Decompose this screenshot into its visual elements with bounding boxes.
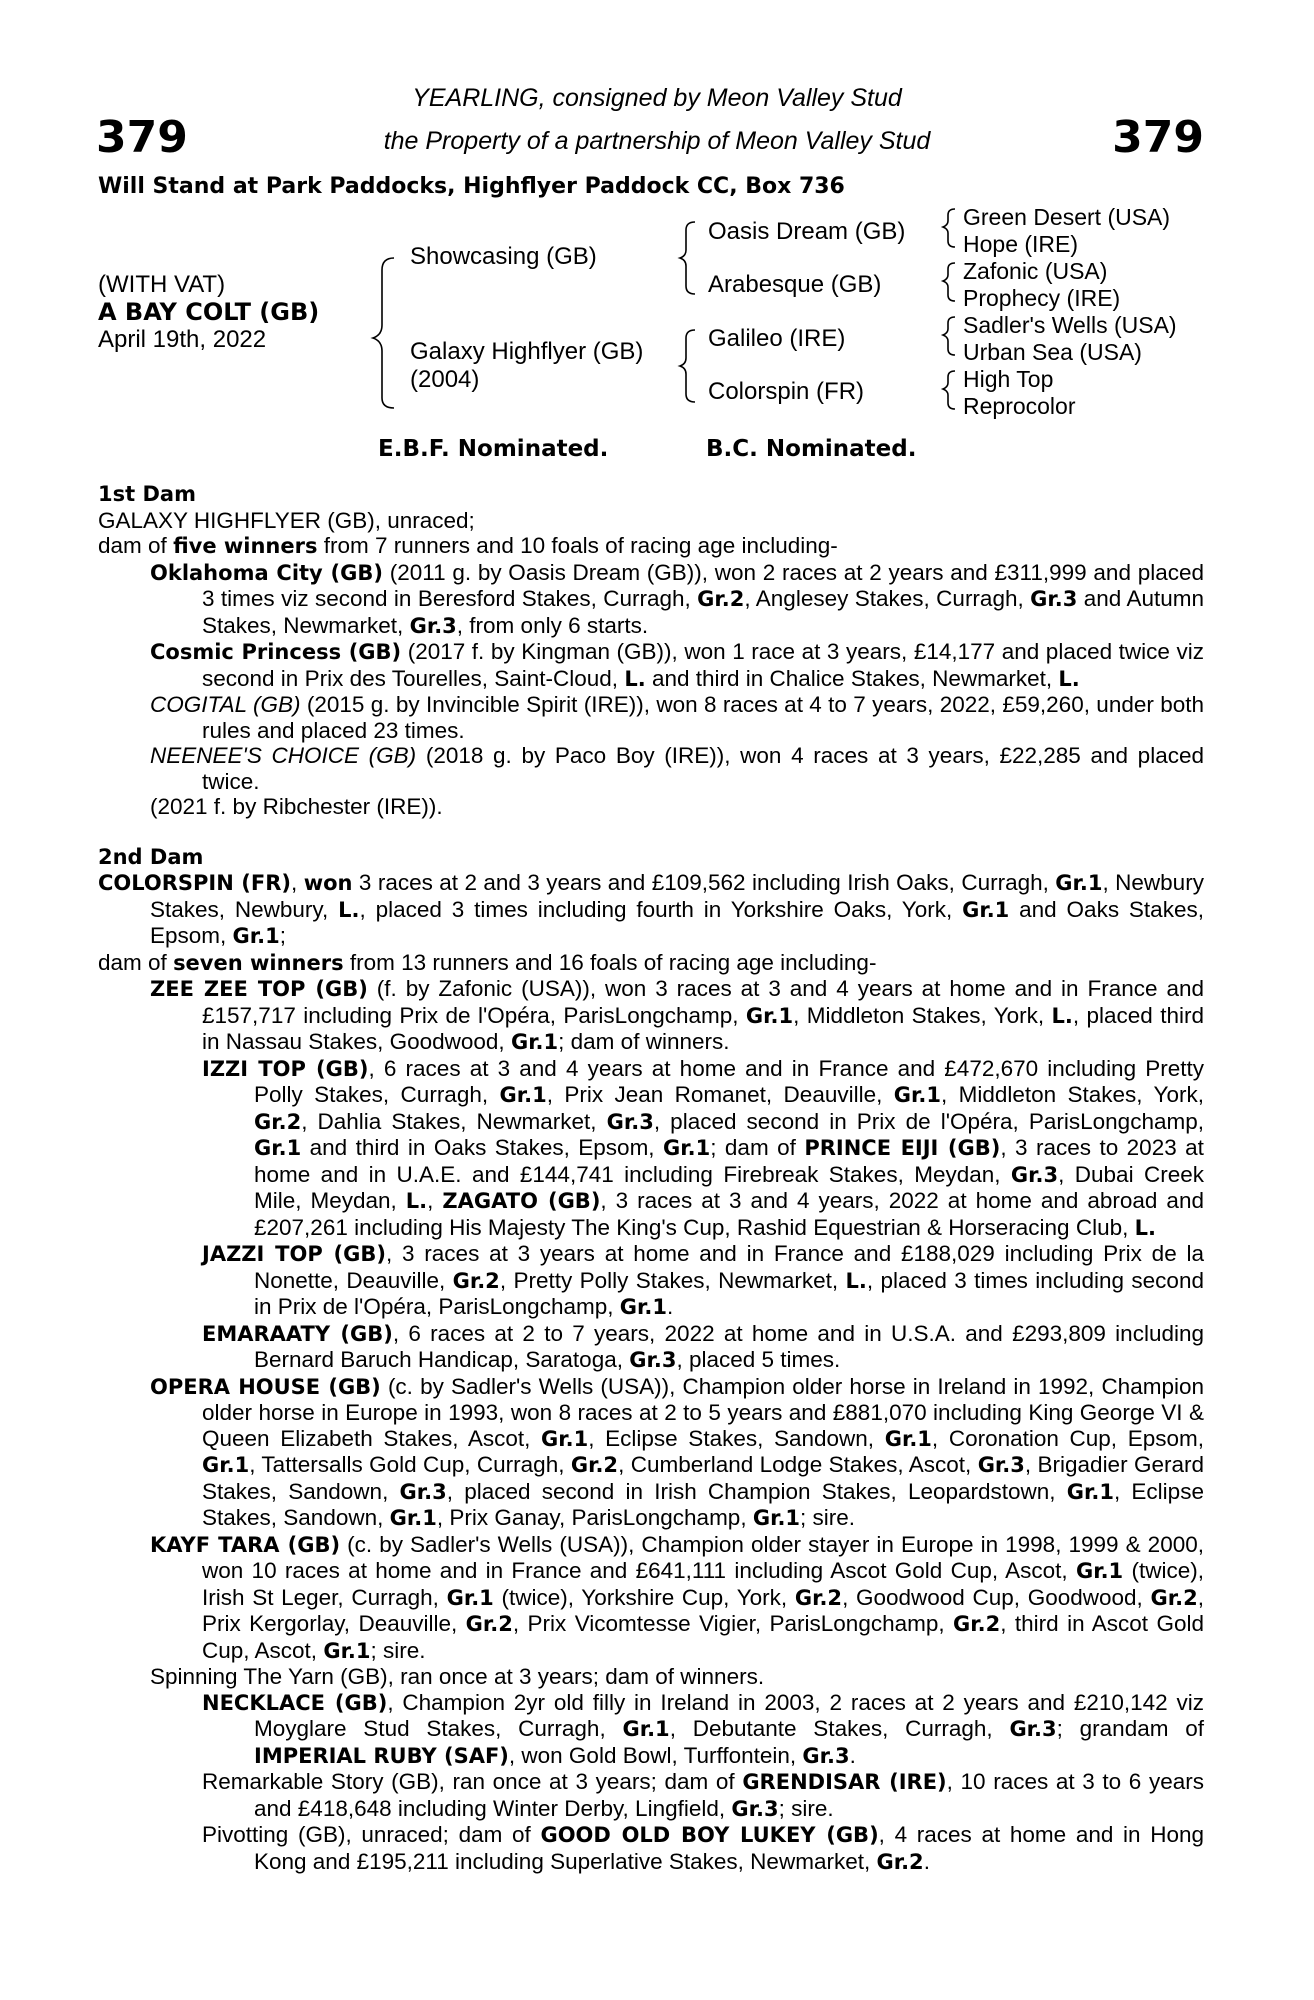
progeny-neenees-choice: NEENEE'S CHOICE (GB) (2018 g. by Paco Boy (IRE)), won 4 races at 3 years, £22,285 and placed twice. xyxy=(150,743,1204,794)
pedigree-dam-year: (2004) xyxy=(410,366,480,393)
progeny-jazzi-top: JAZZI TOP (GB), 3 races at 3 years at home and in France and £188,029 including Prix de la Nonette, Deauville, Gr.2, Pretty Polly Stakes, Newmarket, L., placed 3 times including second in Prix de l'Opéra, ParisLongchamp, Gr.1. xyxy=(202,1241,1204,1319)
consignment-line-2: the Property of a partnership of Meon Valley Stud xyxy=(383,127,931,155)
progeny-2021-filly: (2021 f. by Ribchester (IRE)). xyxy=(150,794,443,819)
catalogue-body xyxy=(98,482,1204,1875)
pedigree-ggp-8: Reprocolor xyxy=(963,393,1076,419)
pedigree-granddam-2: Colorspin (FR) xyxy=(708,378,865,405)
consignment-line-1: YEARLING, consigned by Meon Valley Stud xyxy=(412,84,902,112)
first-dam-heading: 1st Dam xyxy=(98,482,196,506)
first-dam-intro: GALAXY HIGHFLYER (GB), unraced; xyxy=(98,507,475,533)
progeny-spinning-the-yarn: Spinning The Yarn (GB), ran once at 3 years; dam of winners. xyxy=(150,1664,765,1689)
lot-number-left: 379 xyxy=(96,112,188,163)
progeny-zee-zee-top: ZEE ZEE TOP (GB) (f. by Zafonic (USA)), won 3 races at 3 and 4 years at home and in France and £157,717 including Prix de l'Opéra, ParisLongchamp, Gr.1, Middleton Stakes, York, L., placed third in Nassau Stakes, Goodwood, Gr.1; dam of winners. xyxy=(150,976,1204,1054)
pedigree-grandsire-1: Oasis Dream (GB) xyxy=(708,218,906,245)
pedigree-ggp-3: Zafonic (USA) xyxy=(963,258,1108,284)
vat-note: (WITH VAT) xyxy=(98,271,226,298)
pedigree-dam: Galaxy Highflyer (GB) xyxy=(410,338,644,365)
pedigree-ggp-5: Sadler's Wells (USA) xyxy=(963,312,1177,338)
bracket-ggp-4 xyxy=(943,371,955,409)
bracket-sire xyxy=(680,222,695,294)
bracket-ggp-3 xyxy=(943,317,955,355)
ebf-nominated: E.B.F. Nominated. xyxy=(378,436,609,462)
pedigree-ggp-2: Hope (IRE) xyxy=(963,231,1079,257)
lot-number-right: 379 xyxy=(1112,112,1204,163)
progeny-kayf-tara: KAYF TARA (GB) (c. by Sadler's Wells (USA)), Champion older stayer in Europe in 1998, 1999 & 2000, won 10 races at home and in France and £641,111 including Ascot Gold Cup, Ascot, Gr.1 (twice), Irish St Leger, Curragh, Gr.1 (twice), Yorkshire Cup, York, Gr.2, Goodwood Cup, Goodwood, Gr.2, Prix Kergorlay, Deauville, Gr.2, Prix Vicomtesse Vigier, ParisLongchamp, Gr.2, third in Ascot Gold Cup, Ascot, Gr.1; sire. xyxy=(150,1531,1204,1663)
progeny-pivotting: Pivotting (GB), unraced; dam of GOOD OLD BOY LUKEY (GB), 4 races at home and in Hong Kong and £195,211 including Superlative Stakes, Newmarket, Gr.2. xyxy=(202,1822,1204,1874)
pedigree-brackets xyxy=(0,0,1314,450)
bracket-ggp-1 xyxy=(943,209,955,247)
second-dam-record: dam of seven winners from 13 runners and 16 foals of racing age including- xyxy=(98,949,877,975)
pedigree-ggp-6: Urban Sea (USA) xyxy=(963,339,1142,365)
pedigree-ggp-1: Green Desert (USA) xyxy=(963,204,1171,230)
bracket-large xyxy=(373,258,394,408)
pedigree-grandsire-2: Galileo (IRE) xyxy=(708,325,846,352)
pedigree-ggp-4: Prophecy (IRE) xyxy=(963,285,1121,311)
pedigree-granddam-1: Arabesque (GB) xyxy=(708,271,882,298)
foaling-date: April 19th, 2022 xyxy=(98,326,267,353)
first-dam-record: dam of five winners from 7 runners and 10 foals of racing age including- xyxy=(98,533,838,558)
bracket-dam xyxy=(680,330,695,402)
progeny-cogital: COGITAL (GB) (2015 g. by Invincible Spirit (IRE)), won 8 races at 4 to 7 years, 2022, £59,260, under both rules and placed 23 times. xyxy=(150,692,1204,743)
pedigree-sire: Showcasing (GB) xyxy=(410,243,597,270)
horse-name: A BAY COLT (GB) xyxy=(98,298,320,326)
bracket-ggp-2 xyxy=(943,263,955,301)
second-dam-heading: 2nd Dam xyxy=(98,844,204,869)
progeny-remarkable-story: Remarkable Story (GB), ran once at 3 years; dam of GRENDISAR (IRE), 10 races at 3 to 6 years and £418,648 including Winter Derby, Lingfield, Gr.3; sire. xyxy=(202,1769,1204,1821)
bc-nominated: B.C. Nominated. xyxy=(706,436,917,462)
second-dam-colorspin: COLORSPIN (FR), won 3 races at 2 and 3 years and £109,562 including Irish Oaks, Curragh, Gr.1, Newbury Stakes, Newbury, L., placed 3 times including fourth in Yorkshire Oaks, York, Gr.1 and Oaks Stakes, Epsom, Gr.1; xyxy=(98,870,1204,948)
pedigree-ggp-7: High Top xyxy=(963,366,1054,392)
progeny-necklace: NECKLACE (GB), Champion 2yr old filly in Ireland in 2003, 2 races at 2 years and £210,142 viz Moyglare Stud Stakes, Curragh, Gr.1, Debutante Stakes, Curragh, Gr.3; grandam of IMPERIAL RUBY (SAF), won Gold Bowl, Turffontein, Gr.3. xyxy=(202,1689,1204,1768)
progeny-emaraaty: EMARAATY (GB), 6 races at 2 to 7 years, 2022 at home and in U.S.A. and £293,809 including Bernard Baruch Handicap, Saratoga, Gr.3, placed 5 times. xyxy=(202,1320,1204,1372)
stand-location: Will Stand at Park Paddocks, Highflyer Paddock CC, Box 736 xyxy=(98,174,845,199)
progeny-oklahoma-city: Oklahoma City (GB) (2011 g. by Oasis Dream (GB)), won 2 races at 2 years and £311,999 and placed 3 times viz second in Beresford Stakes, Curragh, Gr.2, Anglesey Stakes, Curragh, Gr.3 and Autumn Stakes, Newmarket, Gr.3, from only 6 starts. xyxy=(150,559,1204,638)
progeny-opera-house: OPERA HOUSE (GB) (c. by Sadler's Wells (USA)), Champion older horse in Ireland in 1992, Champion older horse in Europe in 1993, won 8 races at 2 to 5 years and £881,070 including King George VI & Queen Elizabeth Stakes, Ascot, Gr.1, Eclipse Stakes, Sandown, Gr.1, Coronation Cup, Epsom, Gr.1, Tattersalls Gold Cup, Curragh, Gr.2, Cumberland Lodge Stakes, Ascot, Gr.3, Brigadier Gerard Stakes, Sandown, Gr.3, placed second in Irish Champion Stakes, Leopardstown, Gr.1, Eclipse Stakes, Sandown, Gr.1, Prix Ganay, ParisLongchamp, Gr.1; sire. xyxy=(150,1373,1204,1530)
progeny-izzi-top: IZZI TOP (GB), 6 races at 3 and 4 years at home and in France and £472,670 including Pretty Polly Stakes, Curragh, Gr.1, Prix Jean Romanet, Deauville, Gr.1, Middleton Stakes, York, Gr.2, Dahlia Stakes, Newmarket, Gr.3, placed second in Prix de l'Opéra, ParisLongchamp, Gr.1 and third in Oaks Stakes, Epsom, Gr.1; dam of PRINCE EIJI (GB), 3 races to 2023 at home and in U.A.E. and £144,741 including Firebreak Stakes, Meydan, Gr.3, Dubai Creek Mile, Meydan, L., ZAGATO (GB), 3 races at 3 and 4 years, 2022 at home and abroad and £207,261 including His Majesty The King's Cup, Rashid Equestrian & Horseracing Club, L. xyxy=(202,1055,1204,1240)
progeny-cosmic-princess: Cosmic Princess (GB) (2017 f. by Kingman (GB)), won 1 race at 3 years, £14,177 and placed twice viz second in Prix des Tourelles, Saint-Cloud, L. and third in Chalice Stakes, Newmarket, L. xyxy=(150,639,1204,691)
